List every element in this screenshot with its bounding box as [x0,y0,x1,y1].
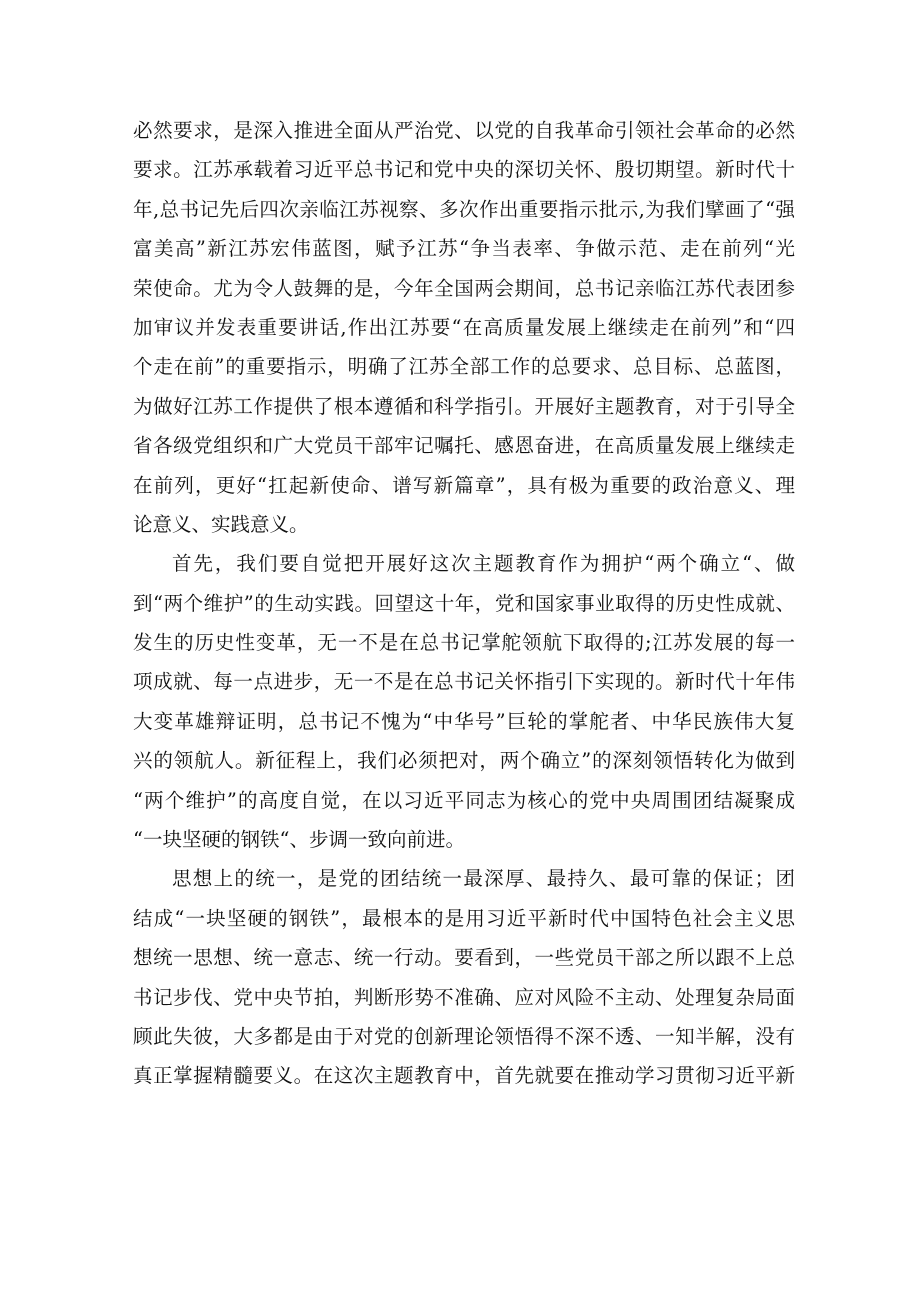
text-line: 富美高”新江苏宏伟蓝图，赋予江苏“争当表率、争做示范、走在前列“光 [133,237,795,261]
text-line: 到“两个维护”的生动实践。回望这十年，党和国家事业取得的历史性成就、 [133,591,795,615]
text-line: 必然要求，是深入推进全面从严治党、以党的自我革命引领社会革命的必然 [133,119,795,142]
text-line: 首先，我们要自觉把开展好这次主题教育作为拥护“两个确立“、做 [172,552,795,576]
paragraph [133,859,795,1095]
text-line: 结成“一块坚硬的钢铁”，最根本的是用习近平新时代中国特色社会主义思 [133,906,795,930]
text-line: 要求。江苏承载着习近平总书记和党中央的深切关怀、殷切期望。新时代十 [133,158,795,182]
paragraph [133,544,795,859]
text-line: 为做好江苏工作提供了根本遵循和科学指引。开展好主题教育，对于引导全 [133,394,795,418]
text-line: 发生的历史性变革，无一不是在总书记掌舵领航下取得的;江苏发展的每一 [133,631,795,655]
text-line: 加审议并发表重要讲话,作出江苏要“在高质量发展上继续走在前列”和“四 [133,315,795,339]
text-line: 论意义、实践意义。 [133,512,309,536]
text-line: 大变革雄辩证明，总书记不愧为“中华号”巨轮的掌舵者、中华民族伟大复 [133,709,795,733]
text-line: “一块坚硬的钢铁“、步调一致向前进。 [133,828,465,852]
text-line: 想统一思想、统一意志、统一行动。要看到，一些党员干部之所以跟不上总 [133,946,795,970]
text-line: 思想上的统一，是党的团结统一最深厚、最持久、最可靠的保证；团 [172,867,795,891]
text-line: 在前列，更好“扛起新使命、谱写新篇章”，具有极为重要的政治意义、理 [133,473,795,497]
text-line: 兴的领航人。新征程上，我们必须把对，两个确立”的深刻领悟转化为做到 [133,749,795,773]
text-line: 个走在前”的重要指示，明确了江苏全部工作的总要求、总目标、总蓝图， [133,355,795,379]
document-body [133,111,795,1096]
text-line: 书记步伐、党中央节拍，判断形势不准确、应对风险不主动、处理复杂局面 [133,985,795,1009]
paragraph [133,111,795,544]
text-line: 年,总书记先后四次亲临江苏视察、多次作出重要指示批示,为我们擘画了“强 [133,197,795,221]
text-line: “两个维护”的高度自觉，在以习近平同志为核心的党中央周围团结凝聚成 [133,788,795,812]
text-line: 真正掌握精髓要义。在这次主题教育中，首先就要在推动学习贯彻习近平新 [133,1064,795,1088]
text-line: 省各级党组织和广大党员干部牢记嘱托、感恩奋进，在高质量发展上继续走 [133,434,795,458]
text-line: 项成就、每一点进步，无一不是在总书记关怀指引下实现的。新时代十年伟 [133,670,795,694]
text-line: 顾此失彼，大多都是由于对党的创新理论领悟得不深不透、一知半解，没有 [133,1024,795,1048]
text-line: 荣使命。尤为令人鼓舞的是，今年全国两会期间，总书记亲临江苏代表团参 [133,276,795,300]
